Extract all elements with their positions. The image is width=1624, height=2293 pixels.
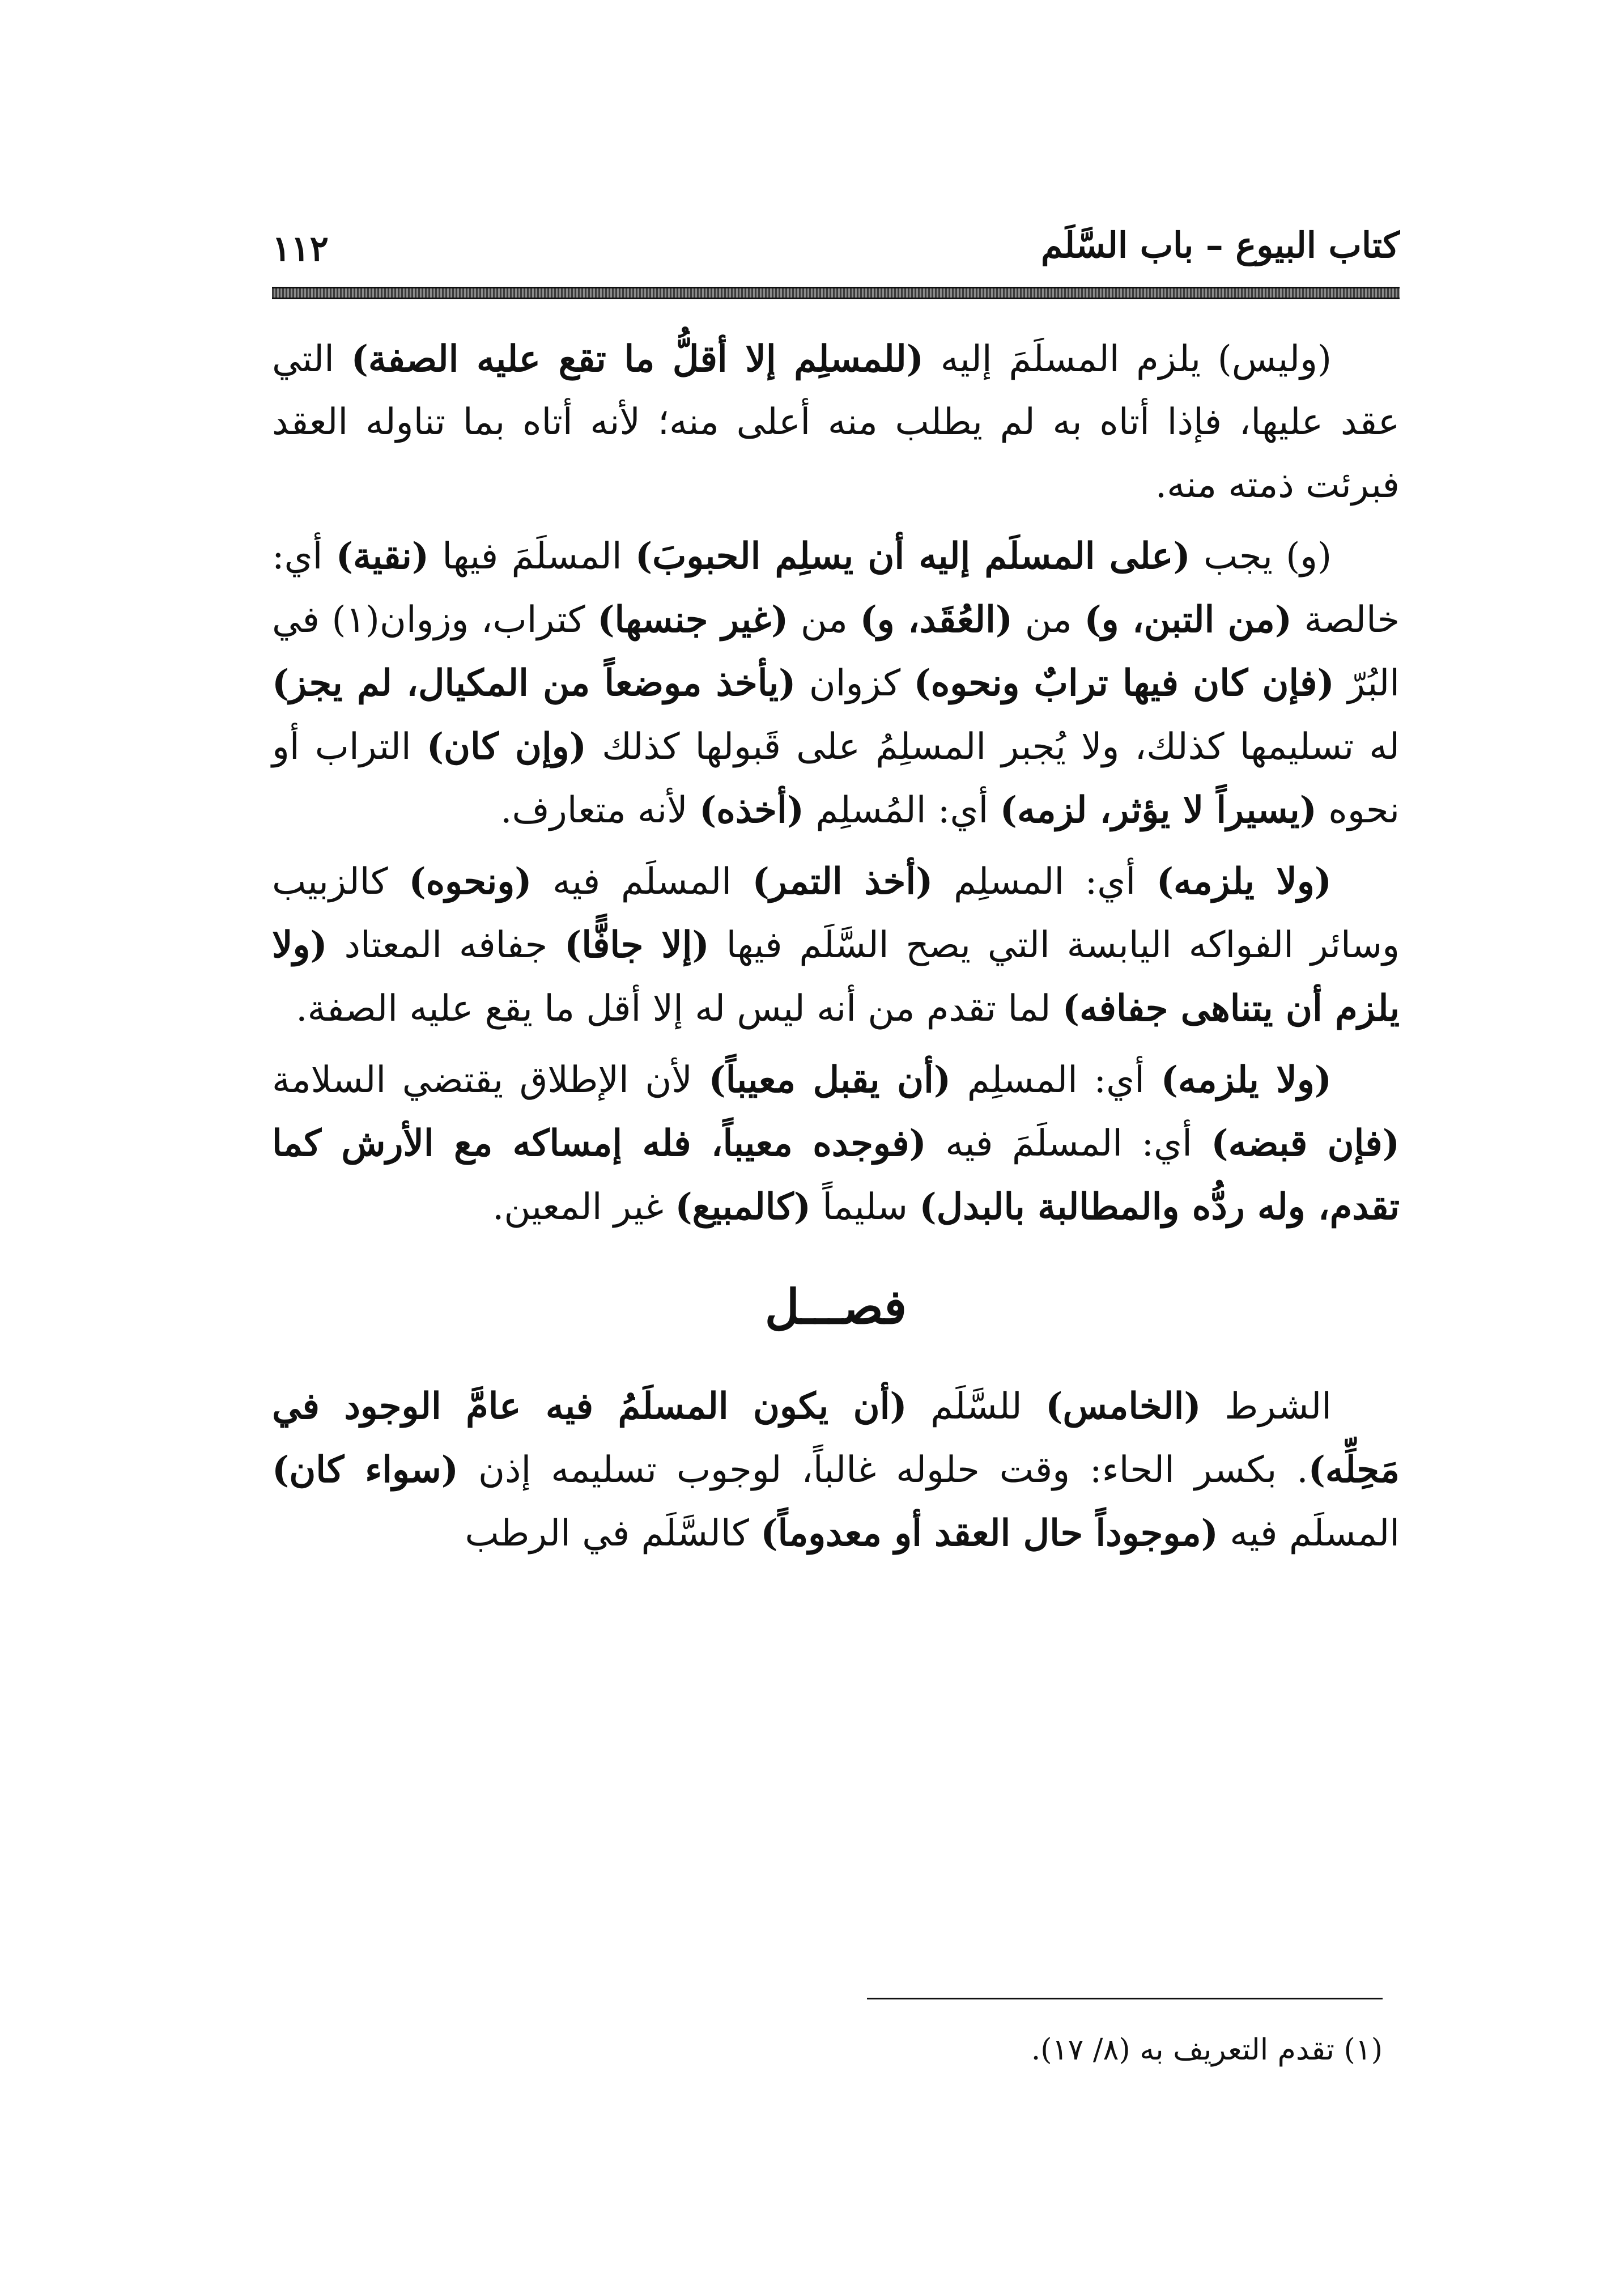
text-run: المسلَم فيه [1218, 1513, 1400, 1555]
text-run: أي: المسلِم [951, 1059, 1161, 1101]
text-run: التي عقد عليها، فإذا أتاه به لم يطلب منه أعلى منه؛ لأنه أتاه بما تناوله العقد فبرئت ذمته منه. [272, 338, 1400, 506]
bold-text-run: (موجوداً حال العقد أو معدوماً) [760, 1512, 1218, 1555]
text-run: أي: المُسلِم [804, 789, 1000, 831]
text-run: كالسَّلَم في الرطب [465, 1513, 761, 1555]
bold-text-run: (سواء كان) [272, 1449, 458, 1491]
text-run: (و) يجب [1190, 536, 1332, 578]
text-run: أي: المسلِم [933, 861, 1157, 903]
running-header-title: كتاب البيوع – باب السَّلَم [1040, 224, 1400, 266]
section-heading: فصـــل [764, 1279, 907, 1335]
bold-text-run: (للمسلِم إلا أقلُّ ما تقع عليه الصفة) [351, 338, 924, 380]
bold-text-run: (وإن كان) [426, 725, 586, 768]
text-run: غير المعين. [492, 1186, 675, 1228]
bold-text-run: (أخذه) [699, 789, 805, 831]
text-run: لأن الإطلاق يقتضي السلامة [272, 1059, 709, 1101]
text-run: كزوان [796, 663, 914, 704]
text-run: أي: المسلَمَ فيه [926, 1123, 1211, 1165]
bold-text-run: (نقية) [335, 535, 430, 578]
paragraph [272, 1048, 1400, 1239]
footnote: (١) تقدم التعريف به (٨/ ١٧). [1031, 2033, 1383, 2067]
text-run: كتراب، وزوان(١) في البُرّ [272, 599, 1400, 704]
text-run: لأنه متعارف. [500, 789, 699, 831]
text-run: لما تقدم من أنه ليس له إلا أقل ما يقع عليه الصفة. [296, 988, 1062, 1030]
text-run: أي: خالصة [272, 536, 1400, 641]
bold-text-run: (يسيراً لا يؤثر، لزمه) [1000, 789, 1317, 831]
paragraph [272, 328, 1400, 517]
page-number: ١١٢ [272, 228, 329, 269]
text-run: سليماً [811, 1186, 920, 1228]
text-run: جفافه المعتاد [327, 924, 565, 966]
section-paragraphs [272, 1375, 1400, 1565]
body-paragraphs [272, 328, 1400, 1239]
bold-text-run: (إلا جافًّا) [564, 924, 709, 966]
text-run: له تسليمها كذلك، ولا يُجبر المسلِمُ على قَبولها كذلك [586, 726, 1400, 768]
bold-text-run: (على المسلَم إليه أن يسلِم الحبوبَ) [635, 535, 1191, 578]
text-run: من [788, 599, 860, 641]
bold-text-run: (فوجده معيباً، فله إمساكه مع الأرش كما تقدم، وله ردُّه والمطالبة بالبدل) [272, 1122, 1400, 1228]
text-run: (وليس) يلزم المسلَمَ إليه [924, 338, 1332, 380]
bold-text-run: (العُقَد، و) [860, 598, 1013, 641]
text-run: كالزبيب وسائر الفواكه اليابسة التي يصح السَّلَم فيها [272, 861, 1400, 966]
text-run: للسَّلَم [907, 1386, 1046, 1428]
bold-text-run: (يأخذ موضعاً من المكيال، لم يجز) [272, 662, 796, 704]
paragraph [272, 1375, 1400, 1565]
footnote-divider [867, 1998, 1383, 1999]
bold-text-run: (الخامس) [1045, 1385, 1201, 1428]
bold-text-run: (أخذ التمر) [752, 860, 933, 903]
bold-text-run: (فإن كان فيها ترابٌ ونحوه) [913, 662, 1334, 704]
bold-text-run: (ونحوه) [409, 860, 532, 903]
page-header [272, 221, 1400, 269]
bold-text-run: (ولا يلزم أن يتناهى جفافه) [272, 924, 1400, 1030]
bold-text-run: (كالمبيع) [675, 1186, 811, 1228]
text-run: الشرط [1201, 1386, 1332, 1428]
text-run: التراب أو نحوه [272, 726, 1400, 831]
paragraph [272, 525, 1400, 842]
bold-text-run: (غير جنسها) [597, 598, 789, 641]
text-run: المسلَمَ فيها [429, 536, 635, 578]
bold-text-run: (ولا يلزمه) [1156, 860, 1332, 903]
header-divider [272, 287, 1400, 299]
text-run: من [1013, 599, 1085, 641]
text-run: المسلَم فيه [532, 861, 753, 903]
bold-text-run: (ولا يلزمه) [1160, 1059, 1332, 1101]
bold-text-run: (أن يقبل معيباً) [708, 1059, 951, 1101]
bold-text-run: (أن يكون المسلَمُ فيه عامَّ الوجود في مَحِلِّه) [272, 1385, 1400, 1491]
bold-text-run: (فإن قبضه) [1211, 1122, 1400, 1165]
bold-text-run: (من التبن، و) [1084, 598, 1293, 641]
text-run: . بكسر الحاء: وقت حلوله غالباً، لوجوب تسليمه إذن [458, 1449, 1308, 1491]
paragraph [272, 850, 1400, 1041]
main-text [272, 328, 1400, 1573]
